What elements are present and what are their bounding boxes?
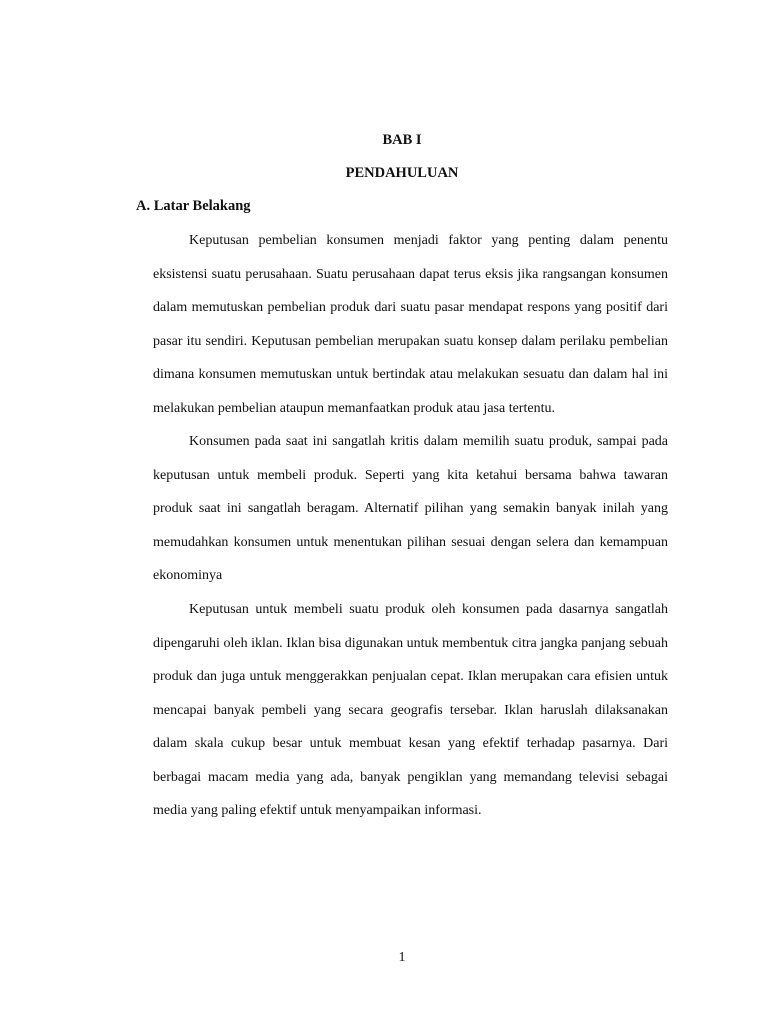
chapter-number: BAB I	[382, 132, 422, 148]
page-number: 1	[398, 950, 406, 965]
chapter-title: PENDAHULUAN	[345, 165, 459, 181]
body-text	[153, 224, 668, 828]
paragraph-2: Konsumen pada saat ini sangatlah kritis dalam memilih suatu produk, sampai pada keputusan untuk membeli produk. Seperti yang kita ketahui bersama bahwa tawaran produk saat ini sangatlah beragam. Alternatif pilihan yang semakin banyak inilah yang memudahkan konsumen untuk menentukan pilihan sesuai dengan selera dan kemampuan ekonominya	[153, 434, 668, 584]
paragraph-3: Keputusan untuk membeli suatu produk oleh konsumen pada dasarnya sangatlah dipengaruhi oleh iklan. Iklan bisa digunakan untuk membentuk citra jangka panjang sebuah produk dan juga untuk menggerakkan penjualan cepat. Iklan merupakan cara efisien untuk mencapai banyak pembeli yang secara geografis tersebar. Iklan haruslah dilaksanakan dalam skala cukup besar untuk membuat kesan yang efektif terhadap pasarnya. Dari berbagai macam media yang ada, banyak pengiklan yang memandang televisi sebagai media yang paling efektif untuk menyampaikan informasi.	[153, 602, 668, 819]
paragraph-1: Keputusan pembelian konsumen menjadi faktor yang penting dalam penentu eksistensi suatu perusahaan. Suatu perusahaan dapat terus eksis jika rangsangan konsumen dalam memutuskan pembelian produk dari suatu pasar mendapat respons yang positif dari pasar itu sendiri. Keputusan pembelian merupakan suatu konsep dalam perilaku pembelian dimana konsumen memutuskan untuk bertindak atau melakukan sesuatu dan dalam hal ini melakukan pembelian ataupun memanfaatkan produk atau jasa tertentu.	[153, 233, 668, 416]
section-heading: A. Latar Belakang	[136, 198, 251, 214]
